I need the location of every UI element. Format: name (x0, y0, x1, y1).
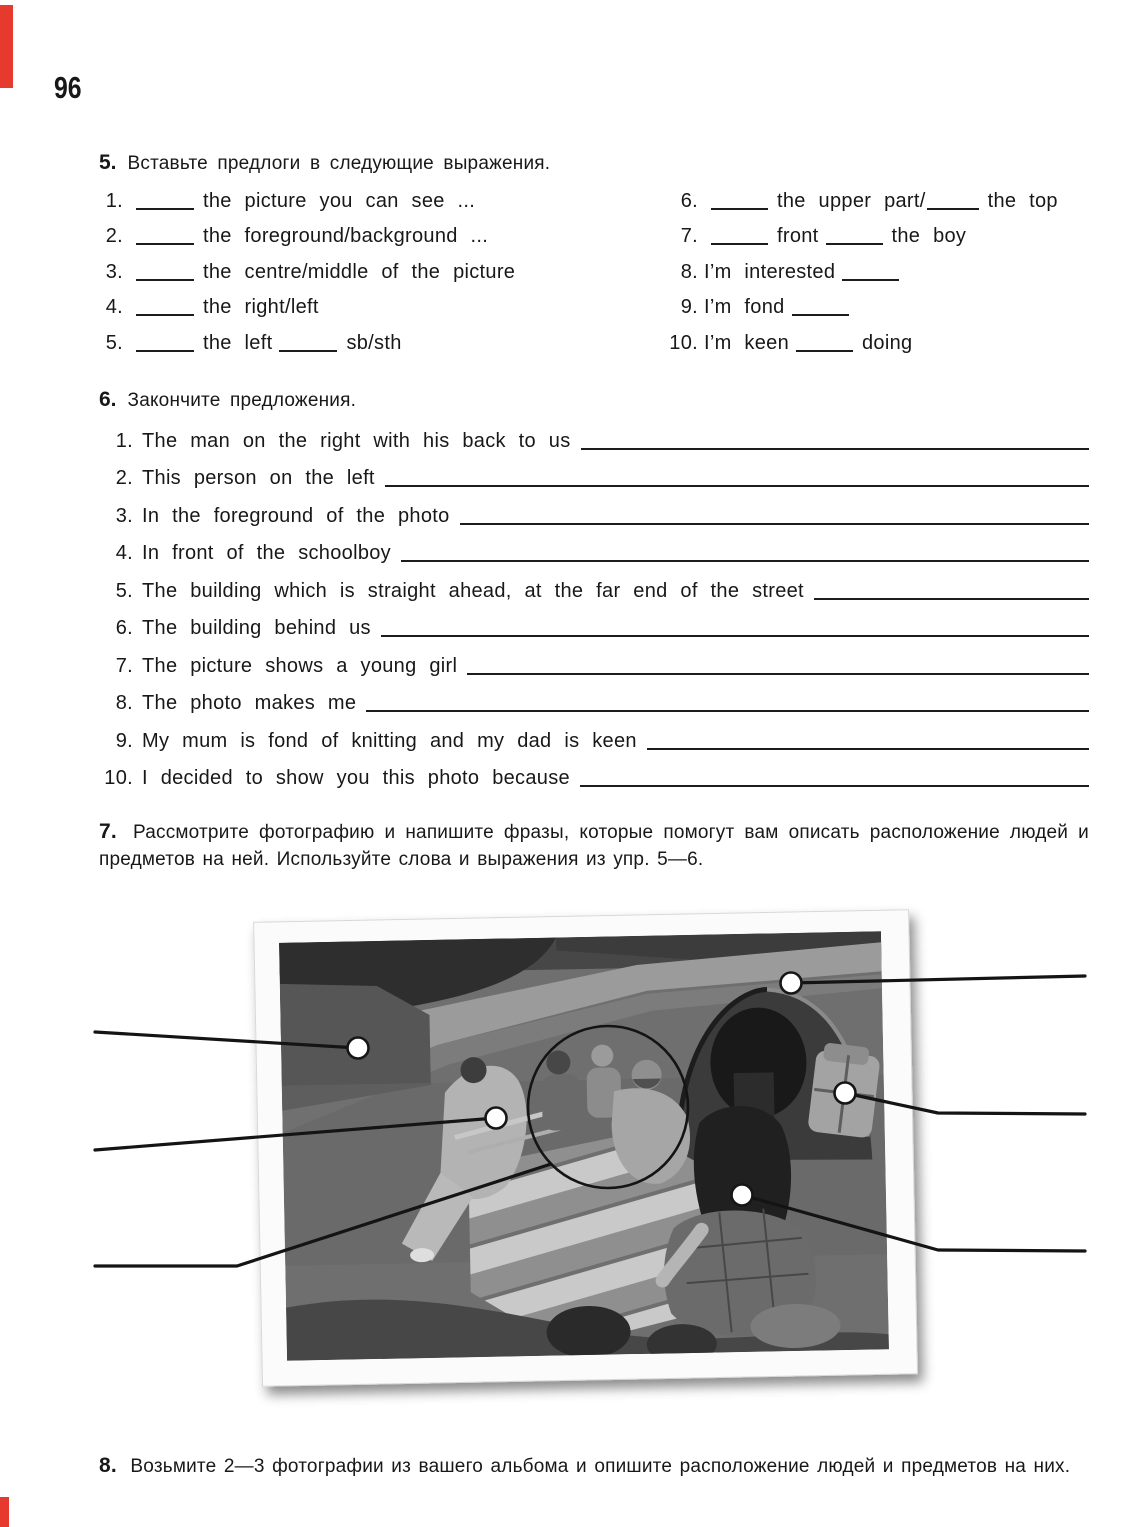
item-number: 5. (105, 331, 123, 354)
exercise-number: 5. (99, 151, 117, 174)
item-text: the boy (891, 225, 967, 248)
item-number: 3. (115, 504, 133, 527)
item-number: 2. (105, 225, 123, 248)
exercise-title: Возьмите 2—3 фотографии из вашего альбома и опишите расположение людей и предметов на них. (130, 1456, 1071, 1477)
callout-dot (732, 1185, 753, 1206)
item-number: 1. (115, 430, 133, 452)
callout-dot (486, 1108, 507, 1129)
exercise-number: 8. (99, 1454, 117, 1477)
exercise-title: Вставьте предлоги в следующие выражения. (127, 153, 551, 174)
item-text: The man on the right with his back to us (142, 430, 571, 452)
item-text: I’m interested (704, 260, 836, 283)
item-number: 6. (680, 190, 698, 212)
item-text: My mum is fond of knitting and my dad is keen (142, 729, 637, 752)
item-text: The building behind us (142, 617, 371, 640)
item-text: I’m fond (704, 296, 785, 319)
item-number: 4. (105, 296, 123, 319)
item-number: 7. (115, 654, 133, 677)
item-text: In the foreground of the photo (142, 504, 450, 527)
item-number: 6. (115, 617, 133, 640)
item-number: 2. (115, 467, 133, 490)
item-number: 10. (104, 766, 133, 789)
item-text: the upper part/ (777, 190, 926, 212)
item-text: front (777, 225, 819, 248)
item-text: sb/sth (346, 331, 402, 354)
item-text: the left (203, 331, 273, 354)
item-number: 8. (115, 692, 133, 715)
item-number: 5. (115, 579, 133, 602)
item-number: 3. (105, 260, 123, 283)
item-text: the right/left (203, 296, 319, 319)
item-text: I’m keen (704, 331, 789, 354)
item-number: 1. (105, 190, 123, 212)
item-text: the picture you can see ... (203, 190, 476, 212)
exercise-8 (99, 1452, 1089, 1480)
item-number: 10. (669, 331, 698, 354)
item-text: The photo makes me (142, 692, 357, 715)
photo-content (279, 931, 889, 1371)
item-text: the centre/middle of the picture (203, 260, 516, 283)
item-number: 4. (115, 542, 133, 565)
item-number: 9. (115, 729, 133, 752)
exercise-title: Закончите предложения. (127, 390, 357, 411)
callout-dot (781, 973, 802, 994)
item-text: the top (987, 190, 1058, 212)
item-number: 8. (680, 260, 698, 283)
exercise-number: 6. (99, 388, 117, 411)
item-text: The building which is straight ahead, at the far end of the street (142, 579, 804, 602)
page-number: 96 (54, 70, 82, 105)
item-text: doing (862, 331, 913, 354)
item-text: I decided to show you this photo because (142, 766, 570, 789)
item-number: 7. (680, 225, 698, 248)
callout-dot (835, 1083, 856, 1104)
item-text: The picture shows a young girl (142, 654, 458, 677)
item-number: 9. (680, 296, 698, 319)
callout-dot (348, 1038, 369, 1059)
item-text: In front of the schoolboy (142, 542, 391, 565)
item-text: This person on the left (142, 467, 375, 490)
item-text: the foreground/background ... (203, 225, 489, 248)
exercise-title: Рассмотрите фотографию и напишите фразы, которые помогут вам описать расположение людей и предметов на ней. Используйте слова и выражения из упр. 5—6. (99, 822, 1089, 870)
exercise-number: 7. (99, 820, 117, 843)
